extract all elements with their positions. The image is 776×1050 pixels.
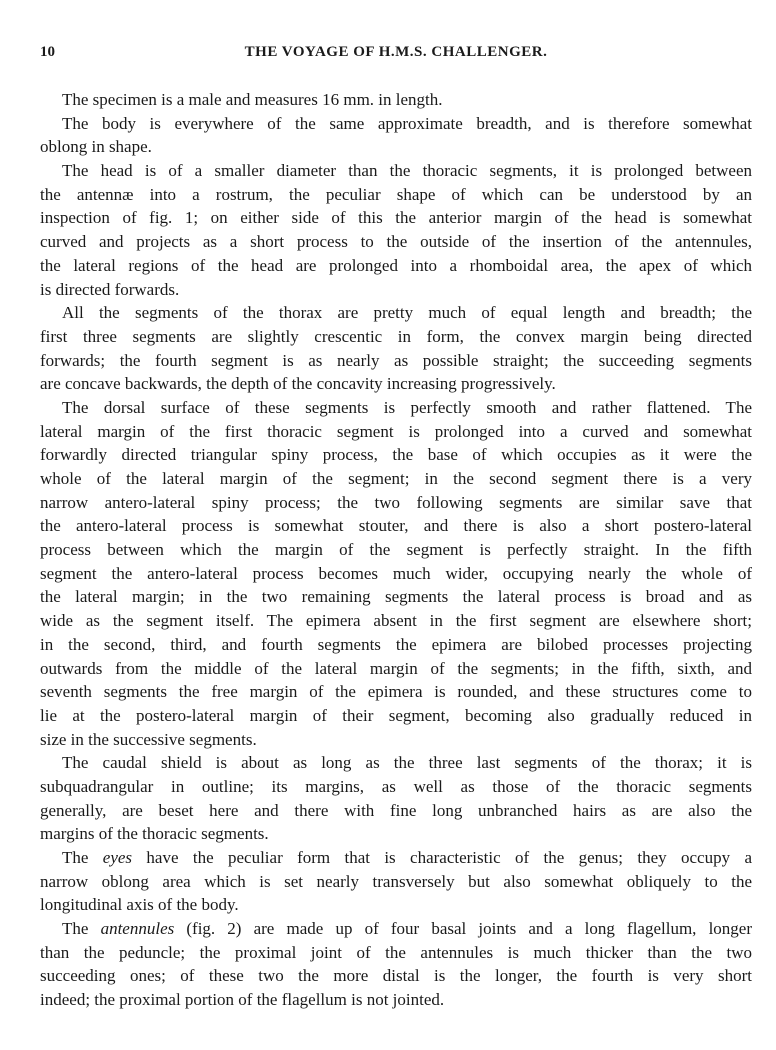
text-line: size in the successive segments. [40, 729, 257, 749]
text-line: lie at the postero-lateral margin of their segment, becoming also gradually reduced in [40, 705, 752, 725]
text-line: longitudinal axis of the body. [40, 895, 239, 915]
paragraph [40, 112, 752, 159]
body-text [40, 88, 752, 1012]
text-line: forwardly directed triangular spiny process, the base of which occupies as it were the [40, 445, 752, 465]
text-line: All the segments of the thorax are pretty much of equal length and breadth; the [62, 303, 752, 323]
text-line: the lateral margin; in the two remaining segments the lateral process is broad and as [40, 587, 752, 607]
text-line: The head is of a smaller diameter than the thoracic segments, it is prolonged between [62, 161, 752, 181]
text-line: lateral margin of the first thoracic segment is prolonged into a curved and somewhat [40, 421, 752, 441]
text-line: inspection of fig. 1; on either side of this the anterior margin of the head is somewhat [40, 208, 752, 228]
text-line: the lateral regions of the head are prolonged into a rhomboidal area, the apex of which [40, 255, 752, 275]
paragraph [40, 917, 752, 1012]
text-line: succeeding ones; of these two the more distal is the longer, the fourth is very short [40, 966, 752, 986]
text-line: the antennæ into a rostrum, the peculiar shape of which can be understood by an [40, 184, 752, 204]
text-line: oblong in shape. [40, 137, 152, 157]
text-line: narrow oblong area which is set nearly transversely but also somewhat obliquely to the [40, 871, 752, 891]
text-line: The body is everywhere of the same approximate breadth, and is therefore somewhat [62, 113, 752, 133]
text-line: first three segments are slightly crescentic in form, the convex margin being directed [40, 326, 752, 346]
text-line: wide as the segment itself. The epimera absent in the first segment are elsewhere short; [40, 611, 752, 631]
text-line: margins of the thoracic segments. [40, 824, 269, 844]
text-line: than the peduncle; the proximal joint of the antennules is much thicker than the two [40, 942, 752, 962]
running-title: THE VOYAGE OF H.M.S. CHALLENGER. [244, 44, 548, 60]
text-line: process between which the margin of the segment is perfectly straight. In the fifth [40, 540, 752, 560]
text-line: forwards; the fourth segment is as nearly as possible straight; the succeeding segments [40, 350, 752, 370]
text-line: seventh segments the free margin of the epimera is rounded, and these structures come to [40, 682, 752, 702]
page-number: 10 [40, 44, 55, 60]
paragraph [40, 751, 752, 846]
paragraph [40, 301, 752, 396]
running-header [40, 44, 752, 66]
text-line: curved and projects as a short process to the outside of the insertion of the antennules, [40, 232, 752, 252]
paragraph [40, 88, 752, 112]
text-line: in the second, third, and fourth segments the epimera are bilobed processes projecting [40, 634, 752, 654]
paragraph [40, 396, 752, 751]
text-line: the antero-lateral process is somewhat stouter, and there is also a short postero-lateral [40, 516, 752, 536]
text-line: is directed forwards. [40, 279, 180, 299]
text-line: segment the antero-lateral process becomes much wider, occupying nearly the whole of [40, 563, 752, 583]
text-line: The specimen is a male and measures 16 mm. in length. [62, 90, 443, 109]
text-line: are concave backwards, the depth of the concavity increasing progressively. [40, 374, 556, 394]
text-line: whole of the lateral margin of the segment; in the second segment there is a very [40, 469, 752, 488]
text-line: subquadrangular in outline; its margins, as well as those of the thoracic segments [40, 776, 752, 796]
text-line: The dorsal surface of these segments is perfectly smooth and rather flattened. The [62, 397, 752, 417]
text-line: indeed; the proximal portion of the flagellum is not jointed. [40, 990, 445, 1010]
text-line: The caudal shield is about as long as the three last segments of the thorax; it is [62, 753, 752, 773]
text-line: outwards from the middle of the lateral margin of the segments; in the fifth, sixth, and [40, 658, 752, 678]
text-line: narrow antero-lateral spiny process; the two following segments are similar save that [40, 492, 752, 512]
text-line: The eyes have the peculiar form that is characteristic of the genus; they occupy a [62, 848, 752, 867]
text-line: generally, are beset here and there with fine long unbranched hairs as are also the [40, 800, 752, 820]
paragraph [40, 159, 752, 301]
paragraph [40, 846, 752, 917]
text-line: The antennules (fig. 2) are made up of four basal joints and a long flagellum, longer [62, 919, 752, 939]
